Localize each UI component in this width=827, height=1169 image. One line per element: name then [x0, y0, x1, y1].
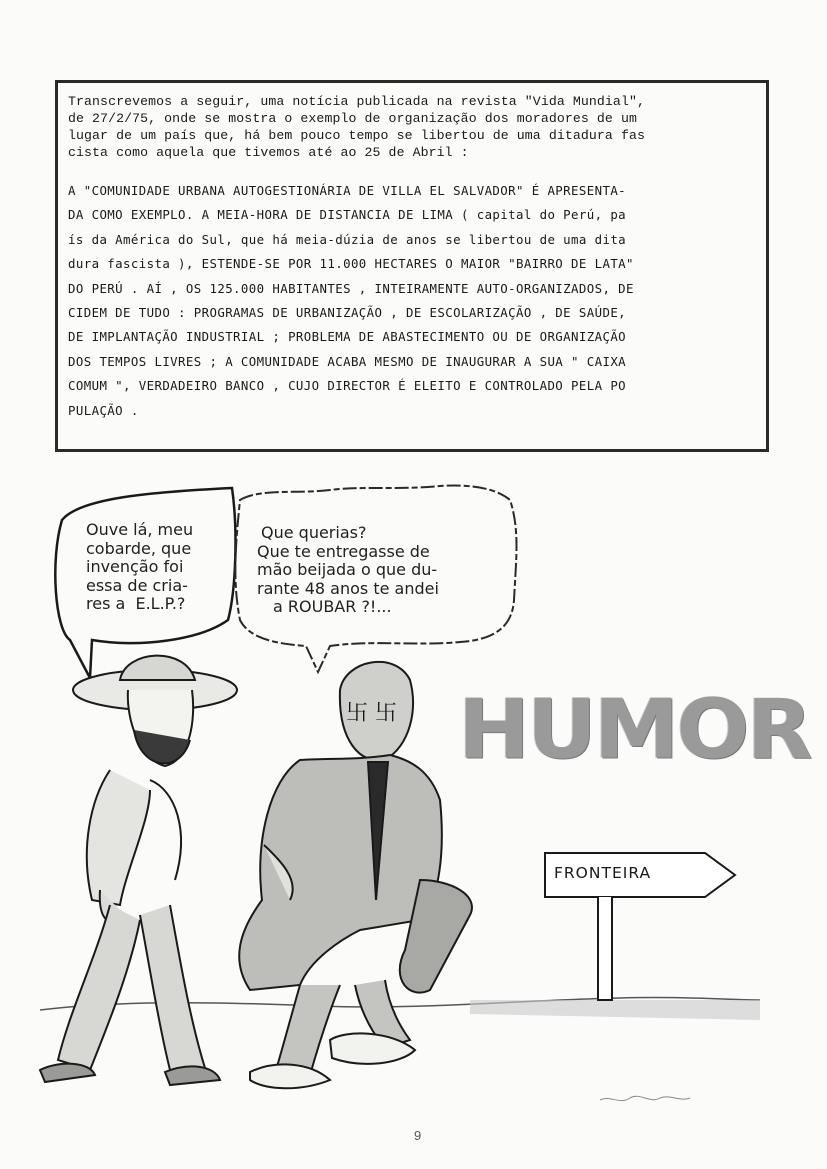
- news-quote: [68, 179, 758, 423]
- news-box: [55, 80, 769, 452]
- intro-line: cista como aquela que tivemos até ao 25 de Abril :: [68, 145, 469, 160]
- peasant-figure: [40, 656, 237, 1085]
- humor-stamp: HUMOR: [458, 682, 810, 778]
- intro-paragraph: [68, 93, 758, 161]
- left-bubble-line: Ouve lá, meu: [86, 520, 194, 539]
- left-bubble-line: cobarde, que: [86, 538, 192, 558]
- svg-text:卐 卐: 卐 卐: [346, 701, 397, 726]
- news-line: DOS TEMPOS LIVRES ; A COMUNIDADE ACABA MESMO DE INAUGURAR A SUA " CAIXA: [68, 353, 627, 369]
- news-line: dura fascista ), ESTENDE-SE POR 11.000 HECTARES O MAIOR "BAIRRO DE LATA": [68, 256, 634, 272]
- news-line: DA COMO EXEMPLO. A MEIA-HORA DE DISTANCIA DE LIMA ( capital do Perú, pa: [68, 207, 627, 223]
- suited-man-figure: [239, 662, 472, 1088]
- news-line: CIDEM DE TUDO : PROGRAMAS DE URBANIZAÇÃO , DE ESCOLARIZAÇÃO , DE SAÚDE,: [68, 305, 627, 321]
- right-bubble-line: Que te entregasse de: [257, 541, 430, 561]
- intro-line: Transcrevemos a seguir, uma notícia publicada na revista "Vida Mundial",: [68, 94, 645, 109]
- news-line: A "COMUNIDADE URBANA AUTOGESTIONÁRIA DE VILLA EL SALVADOR" É APRESENTA-: [68, 183, 627, 198]
- right-bubble-text: [257, 524, 439, 617]
- left-bubble-line: invenção foi: [86, 557, 184, 576]
- right-bubble-line: rante 48 anos te andei: [257, 578, 439, 598]
- right-bubble-line: a ROUBAR ?!...: [273, 597, 392, 616]
- right-bubble-line: mão beijada o que du-: [257, 560, 438, 579]
- left-bubble-line: res a E.L.P.?: [86, 594, 186, 613]
- page-number: 9: [414, 1128, 422, 1143]
- news-line: PULAÇÃO .: [68, 402, 139, 418]
- intro-line: lugar de um país que, há bem pouco tempo se libertou de uma ditadura fas: [68, 128, 645, 143]
- news-line: DO PERÚ . AÍ , OS 125.000 HABITANTES , INTEIRAMENTE AUTO-ORGANIZADOS, DE: [68, 280, 634, 296]
- news-line: ís da América do Sul, que há meia-dúzia de anos se libertou de uma dita: [68, 231, 627, 247]
- intro-line: de 27/2/75, onde se mostra o exemplo de organização dos moradores de um: [68, 111, 637, 126]
- right-bubble-line: Que querias?: [261, 523, 367, 542]
- news-line: DE IMPLANTAÇÃO INDUSTRIAL ; PROBLEMA DE ABASTECIMENTO OU DE ORGANIZAÇÃO: [68, 329, 627, 345]
- sign-label: FRONTEIRA: [554, 864, 652, 882]
- news-line: COMUM ", VERDADEIRO BANCO , CUJO DIRECTOR É ELEITO E CONTROLADO PELA PO: [68, 378, 627, 394]
- artist-signature: [600, 1096, 690, 1100]
- left-bubble-text: [86, 521, 193, 614]
- left-bubble-line: essa de cria-: [86, 575, 188, 595]
